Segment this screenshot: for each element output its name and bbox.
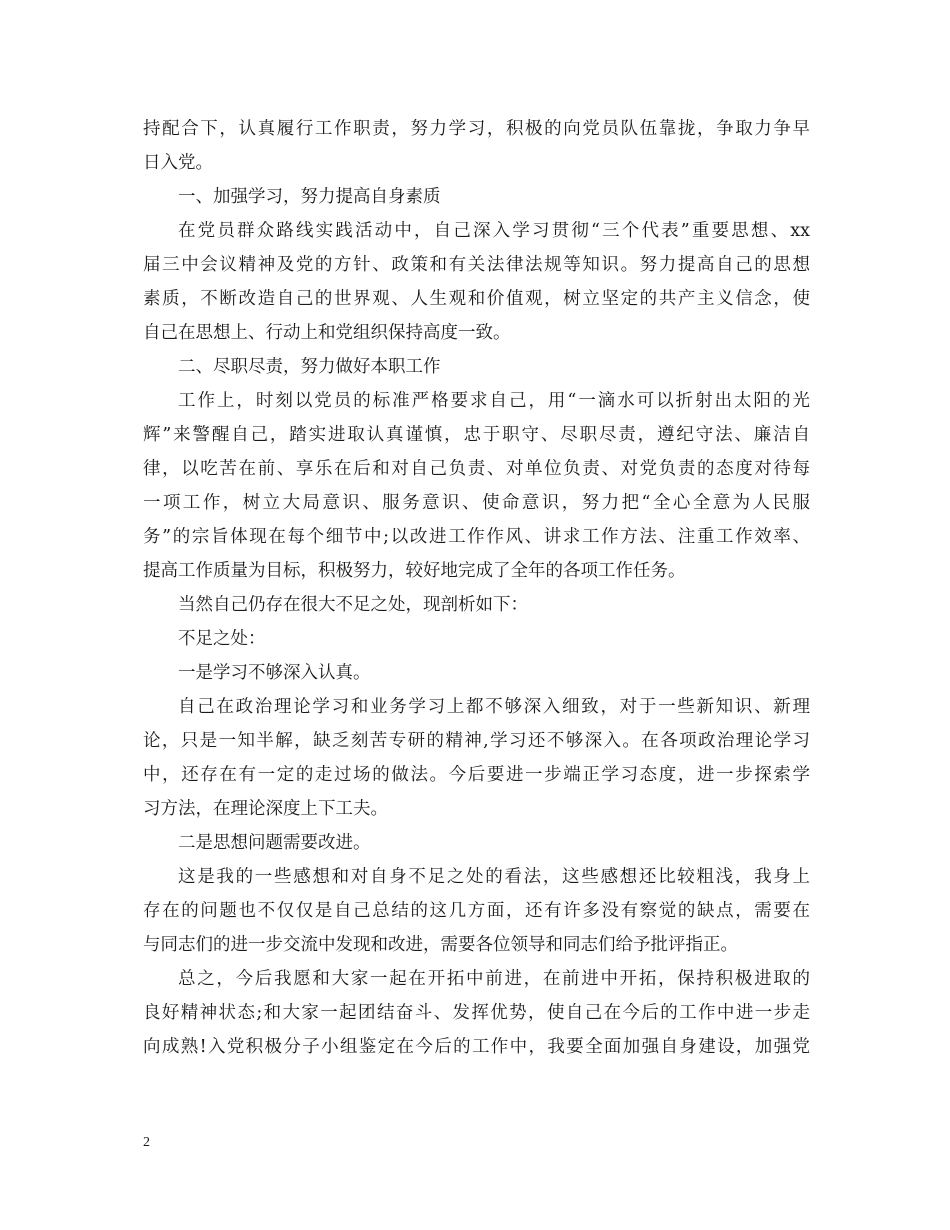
text-line: 提高工作质量为目标，积极努力，较好地完成了全年的各项工作任务。 bbox=[143, 561, 686, 581]
text-line: 二是思想问题需要改进。 bbox=[178, 833, 371, 853]
text-line: 不足之处： bbox=[178, 629, 266, 649]
text-line: 二、尽职尽责，努力做好本职工作 bbox=[178, 357, 441, 377]
text-line: 工作上，时刻以党员的标准严格要求自己，用“一滴水可以折射出太阳的光 bbox=[178, 391, 810, 411]
text-line: 良好精神状态;和大家一起团结奋斗、发挥优势，使自己在今后的工作中进一步走 bbox=[143, 1003, 810, 1023]
text-line: 当然自己仍存在很大不足之处，现剖析如下： bbox=[178, 595, 528, 615]
text-line: 这是我的一些感想和对自身不足之处的看法，这些感想还比较粗浅，我身上 bbox=[178, 867, 810, 887]
text-line: 务”的宗旨体现在每个细节中;以改进工作作风、讲求工作方法、注重工作效率、 bbox=[143, 527, 810, 547]
text-line: 一是学习不够深入认真。 bbox=[178, 663, 371, 683]
text-line: 总之，今后我愿和大家一起在开拓中前进，在前进中开拓，保持积极进取的 bbox=[178, 969, 810, 989]
text-line: 日入党。 bbox=[143, 153, 213, 173]
text-line: 辉”来警醒自己，踏实进取认真谨慎，忠于职守、尽职尽责，遵纪守法、廉洁自 bbox=[143, 425, 810, 445]
text-line: 向成熟!入党积极分子小组鉴定在今后的工作中，我要全面加强自身建设，加强党 bbox=[143, 1037, 810, 1057]
text-line: 与同志们的进一步交流中发现和改进，需要各位领导和同志们给予批评指正。 bbox=[143, 935, 738, 955]
text-line: 存在的问题也不仅仅是自己总结的这几方面，还有许多没有察觉的缺点，需要在 bbox=[143, 901, 810, 921]
text-line: 论，只是一知半解，缺乏刻苦专研的精神,学习还不够深入。在各项政治理论学习 bbox=[143, 731, 810, 751]
text-line: 一、加强学习，努力提高自身素质 bbox=[178, 187, 441, 207]
text-line: 律，以吃苦在前、享乐在后和对自己负责、对单位负责、对党负责的态度对待每 bbox=[143, 459, 810, 479]
text-line: 中，还存在有一定的走过场的做法。今后要进一步端正学习态度，进一步探索学 bbox=[143, 765, 810, 785]
text-line: 届三中会议精神及党的方针、政策和有关法律法规等知识。努力提高自己的思想 bbox=[143, 255, 810, 275]
text-line: 持配合下，认真履行工作职责，努力学习，积极的向党员队伍靠拢，争取力争早 bbox=[143, 119, 810, 139]
text-line: 素质，不断改造自己的世界观、人生观和价值观，树立坚定的共产主义信念，使 bbox=[143, 289, 810, 309]
page-number: 2 bbox=[143, 1135, 150, 1150]
text-line: 一项工作，树立大局意识、服务意识、使命意识，努力把“全心全意为人民服 bbox=[143, 493, 810, 513]
document-body bbox=[143, 112, 810, 1064]
text-line: 习方法，在理论深度上下工夫。 bbox=[143, 799, 388, 819]
text-line: 自己在政治理论学习和业务学习上都不够深入细致，对于一些新知识、新理 bbox=[178, 697, 810, 717]
text-line: 自己在思想上、行动上和党组织保持高度一致。 bbox=[143, 323, 511, 343]
text-line: 在党员群众路线实践活动中，自己深入学习贯彻“三个代表”重要思想、xx bbox=[178, 221, 810, 241]
